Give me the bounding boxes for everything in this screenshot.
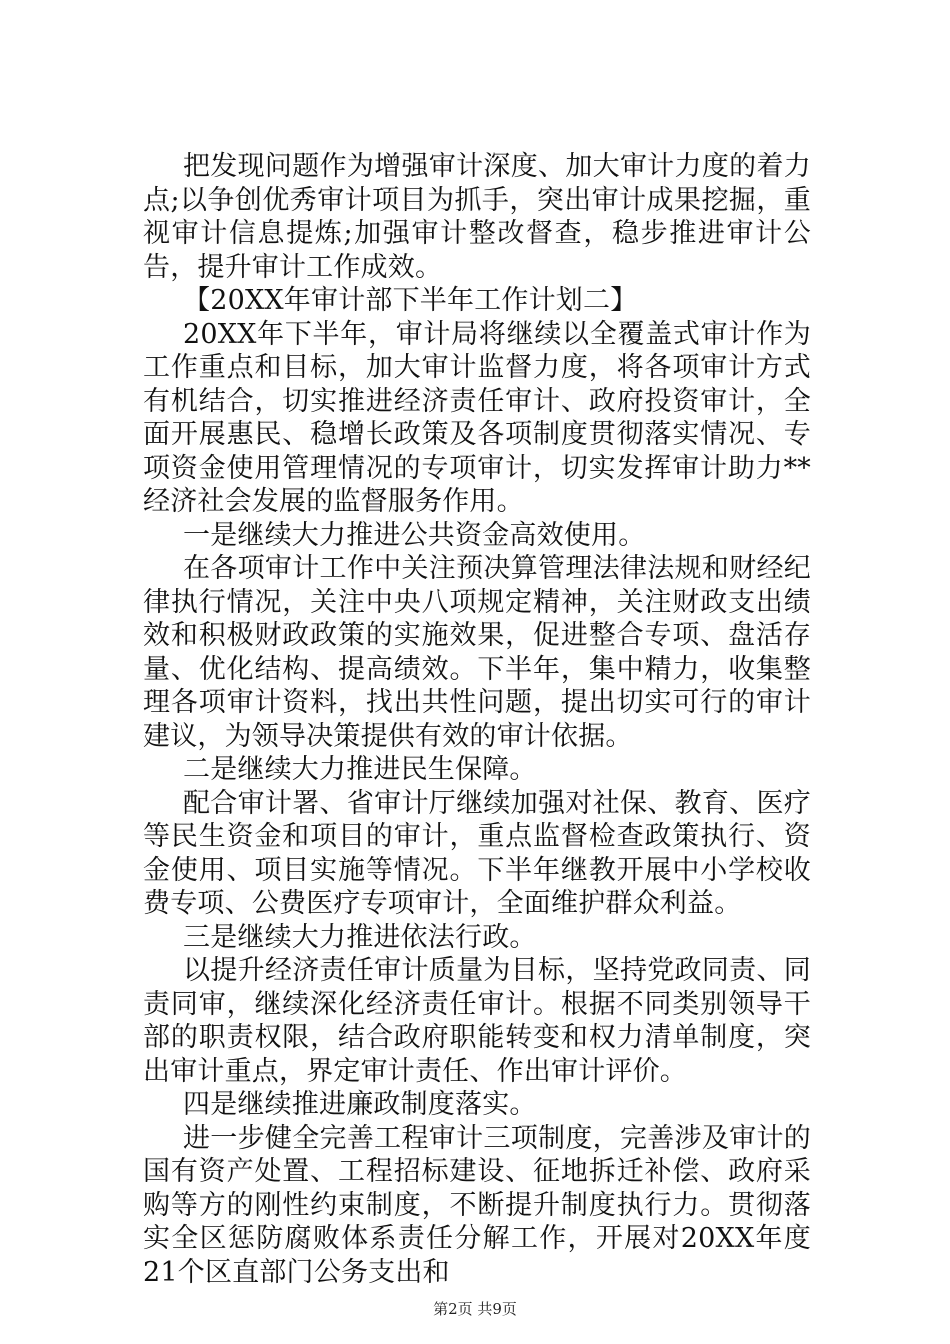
paragraph: 二是继续大力推进民生保障。	[183, 754, 537, 785]
page-number-footer: 第2页 共9页	[433, 1300, 517, 1318]
paragraph: 三是继续大力推进依法行政。	[183, 921, 537, 953]
paragraph: 以提升经济责任审计质量为目标，坚持党政同责、同责同审，继续深化经济责任审计。根据不同类别领导干部的职责权限，结合政府职能转变和权力清单制度，突出审计重点，界定审计责任、作出审计评价。	[143, 955, 811, 1087]
paragraph: 在各项审计工作中关注预决算管理法律法规和财经纪律执行情况，关注中央八项规定精神，关注财政支出绩效和积极财政政策的实施效果，促进整合专项、盘活存量、优化结构、提高绩效。下半年，集中精力，收集整理各项审计资料，找出共性问题，提出切实可行的审计建议，为领导决策提供有效的审计依据。	[143, 553, 811, 752]
section-heading: 【20XX年审计部下半年工作计划二】	[183, 285, 638, 316]
paragraph: 把发现问题作为增强审计深度、加大审计力度的着力点;以争创优秀审计项目为抓手，突出审计成果挖掘，重视审计信息提炼;加强审计整改督查，稳步推进审计公告，提升审计工作成效。	[143, 151, 811, 283]
document-body	[143, 150, 811, 1289]
paragraph: 20XX年下半年，审计局将继续以全覆盖式审计作为工作重点和目标，加大审计监督力度，将各项审计方式有机结合，切实推进经济责任审计、政府投资审计，全面开展惠民、稳增长政策及各项制度贯彻落实情况、专项资金使用管理情况的专项审计，切实发挥审计助力**经济社会发展的监督服务作用。	[143, 318, 811, 517]
paragraph: 四是继续推进廉政制度落实。	[183, 1089, 537, 1120]
paragraph: 进一步健全完善工程审计三项制度，完善涉及审计的国有资产处置、工程招标建设、征地拆迁补偿、政府采购等方的刚性约束制度，不断提升制度执行力。贯彻落实全区惩防腐败体系责任分解工作，开展对20XX年度21个区直部门公务支出和	[143, 1122, 811, 1288]
paragraph: 一是继续大力推进公共资金高效使用。	[183, 519, 646, 551]
paragraph: 配合审计署、省审计厅继续加强对社保、教育、医疗等民生资金和项目的审计，重点监督检查政策执行、资金使用、项目实施等情况。下半年继教开展中小学校收费专项、公费医疗专项审计，全面维护群众利益。	[143, 787, 811, 919]
